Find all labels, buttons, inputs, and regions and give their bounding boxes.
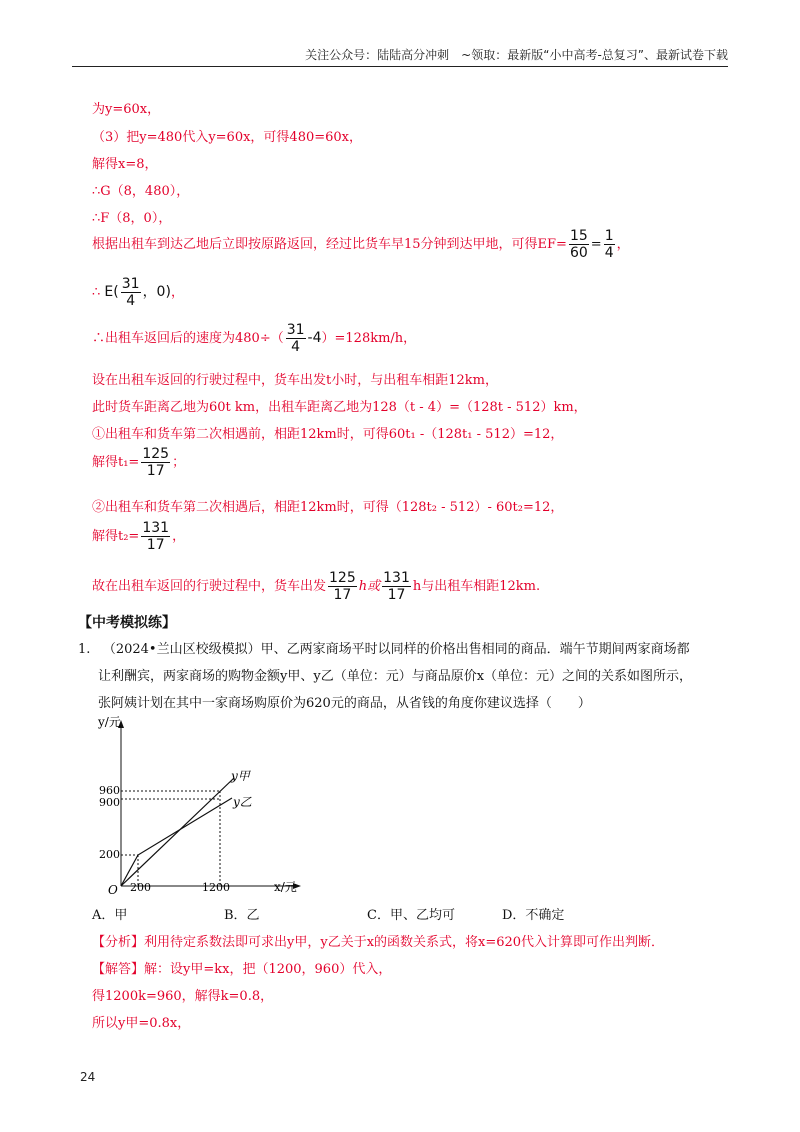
solution-line-t1: 解得t₁= $\frac{125}{17}$ ； xyxy=(92,446,186,479)
fraction: $\frac{125}{17}$ xyxy=(329,570,356,603)
fraction: $\frac{31}{4}$ xyxy=(121,276,140,309)
page-number: 24 xyxy=(80,1070,96,1084)
fraction: $\frac{131}{17}$ xyxy=(142,520,170,553)
solution-line-e: ∴ E( $\frac{31}{4}$ ，0)， xyxy=(92,276,184,309)
option-c: C．甲、乙均可 xyxy=(367,908,455,923)
origin-label: O xyxy=(108,883,118,897)
price-graph xyxy=(96,708,306,898)
solution-line-conclusion: 故在出租车返回的行驶过程中，货车出发 $\frac{125}{17}$ h或 $\frac{131}{17}$ h与出租车相距12km. xyxy=(92,570,541,603)
solution-line: 此时货车距离乙地为60t km，出租车距离乙地为128（t - 4）=（128t - 512）km， xyxy=(92,400,587,415)
answer-line: 【解答】解：设y甲=kx，把（1200，960）代入， xyxy=(92,962,392,977)
fraction: $\frac{15}{60}$ xyxy=(569,228,588,261)
y-tick: 900 xyxy=(99,796,120,809)
fraction: $\frac{125}{17}$ xyxy=(142,446,170,479)
solution-line: 设在出租车返回的行驶过程中，货车出发t小时，与出租车相距12km， xyxy=(92,373,498,388)
option-a: A．甲 xyxy=(92,908,128,923)
option-d: D．不确定 xyxy=(502,908,565,923)
solution-line: ∴F（8，0）， xyxy=(92,211,172,226)
solution-line-ef: 根据出租车到达乙地后立即按原路返回，经过比货车早15分钟到达甲地，可得EF= $\frac{15}{60}$ = $\frac{1}{4}$ ， xyxy=(92,228,630,261)
solution-line-speed: ∴出租车返回后的速度为480÷（ $\frac{31}{4}$ -4）=128km/h， xyxy=(92,322,417,355)
line-jia xyxy=(121,778,234,886)
y-tick: 200 xyxy=(99,848,120,861)
section-title: 【中考模拟练】 xyxy=(78,615,176,631)
line-jia-label: y甲 xyxy=(231,769,250,783)
answer-line: 所以y甲=0.8x， xyxy=(92,1016,191,1031)
analysis-line: 【分析】利用待定系数法即可求出y甲，y乙关于x的函数关系式，将x=620代入计算即可作出判断． xyxy=(92,935,665,950)
question-line: 张阿姨计划在其中一家商场购原价为620元的商品，从省钱的角度你建议选择（ ） xyxy=(98,696,591,711)
solution-line: ①出租车和货车第二次相遇前，相距12km时，可得60t₁ -（128t₁ - 512）=12， xyxy=(92,427,564,442)
question-number: 1. xyxy=(78,642,91,657)
y-axis-label: y/元 xyxy=(98,715,121,729)
x-tick: 1200 xyxy=(202,881,230,894)
line-yi-label: y乙 xyxy=(233,795,252,809)
header-rule xyxy=(72,66,728,67)
solution-line: 解得x=8， xyxy=(92,157,158,172)
solution-line: （3）把y=480代入y=60x，可得480=60x， xyxy=(92,130,363,145)
page-header: 关注公众号：陆陆高分冲刺 ~领取：最新版“小中高考-总复习”、最新试卷下载 xyxy=(305,48,728,62)
solution-line: ∴G（8，480）， xyxy=(92,184,190,199)
question-line: 1. （2024•兰山区校级模拟）甲、乙两家商场平时以同样的价格出售相同的商品．端午节期间两家商场都 xyxy=(78,642,690,657)
question-line: 让利酬宾，两家商场的购物金额y甲、y乙（单位：元）与商品原价x（单位：元）之间的关系如图所示， xyxy=(98,669,693,684)
solution-line: ②出租车和货车第二次相遇后，相距12km时，可得（128t₂ - 512）- 60t₂=12， xyxy=(92,500,564,515)
fraction: $\frac{1}{4}$ xyxy=(604,228,614,261)
x-tick: 200 xyxy=(130,881,151,894)
fraction: $\frac{31}{4}$ xyxy=(286,322,305,355)
fraction: $\frac{131}{17}$ xyxy=(383,570,410,603)
solution-line-t2: 解得t₂= $\frac{131}{17}$ ， xyxy=(92,520,186,553)
option-b: B．乙 xyxy=(224,908,260,923)
answer-line: 得1200k=960，解得k=0.8， xyxy=(92,989,274,1004)
solution-line: 为y=60x， xyxy=(92,102,161,117)
x-axis-label: x/元 xyxy=(274,880,297,894)
y-tick: 960 xyxy=(99,784,120,797)
